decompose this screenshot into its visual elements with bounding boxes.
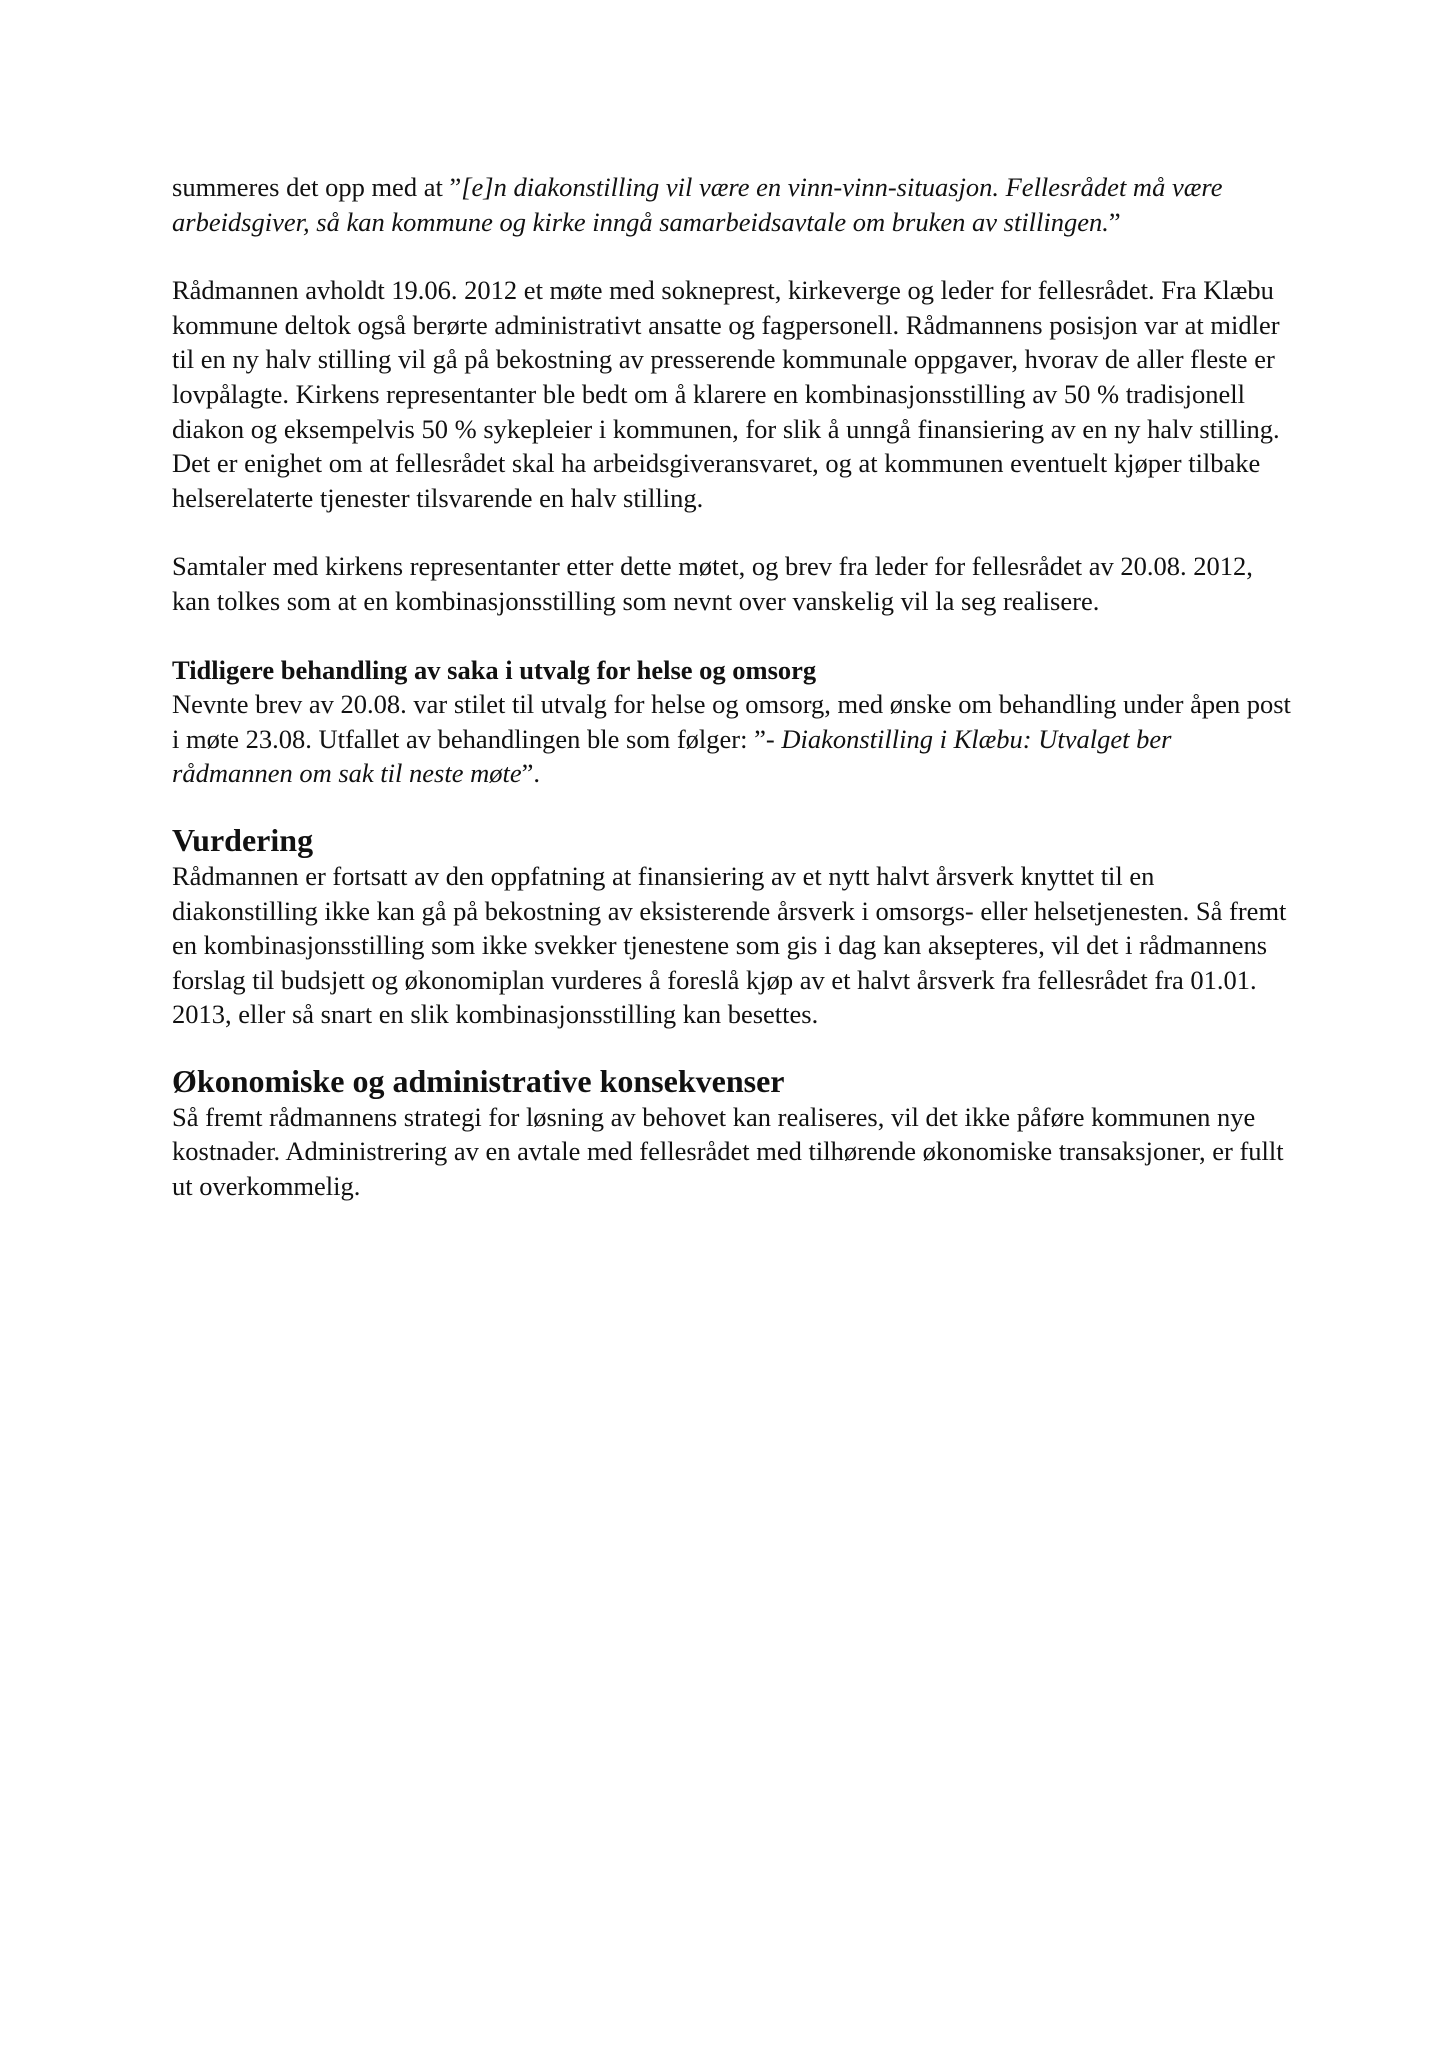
intro-quote: [e]n diakonstilling vil være en vinn-vinn-situasjon. Fellesrådet må være arbeidsgiver, så kan kommune og kirke inngå samarbeidsavtale om bruken av stillingen. xyxy=(172,172,1223,237)
intro-paragraph xyxy=(172,170,1292,239)
earlier-tail: ”. xyxy=(521,758,540,789)
consequences-heading: Økonomiske og administrative konsekvenser xyxy=(172,1062,785,1099)
document-page xyxy=(172,170,1292,1204)
earlier-treatment-paragraph xyxy=(172,687,1292,791)
talks-paragraph: Samtaler med kirkens representanter etter dette møtet, og brev fra leder for fellesrådet av 20.08. 2012, kan tolkes som at en kombinasjonsstilling som nevnt over vanskelig vil la seg realisere. xyxy=(172,551,1253,616)
intro-tail: ” xyxy=(1108,206,1121,237)
meeting-paragraph: Rådmannen avholdt 19.06. 2012 et møte med sokneprest, kirkeverge og leder for fellesrådet. Fra Klæbu kommune deltok også berørte administrativt ansatte og fagpersonell. Rådmannens posisjon var at midler til en ny halv stilling vil gå på bekostning av presserende kommunale oppgaver, hvorav de aller fleste er lovpålagte. Kirkens representanter ble bedt om å klarere en kombinasjonsstilling av 50 % tradisjonell diakon og eksempelvis 50 % sykepleier i kommunen, for slik å unngå finansiering av en ny halv stilling. Det er enighet om at fellesrådet skal ha arbeidsgiveransvaret, og at kommunen eventuelt kjøper tilbake helserelaterte tjenester tilsvarende en halv stilling. xyxy=(172,275,1280,513)
earlier-quote: - Diakonstilling i Klæbu: Utvalget ber rådmannen om sak til neste møte xyxy=(172,723,1172,789)
assessment-heading: Vurdering xyxy=(172,821,314,858)
intro-lead: summeres det opp med at ” xyxy=(172,172,462,202)
assessment-paragraph: Rådmannen er fortsatt av den oppfatning at finansiering av et nytt halvt årsverk knyttet til en diakonstilling ikke kan gå på bekostning av eksisterende årsverk i omsorgs- eller helsetjenesten. Så fremt en kombinasjonsstilling som ikke svekker tjenestene som gis i dag kan aksepteres, vil det i rådmannens forslag til budsjett og økonomiplan vurderes å foreslå kjøp av et halvt årsverk fra fellesrådet fra 01.01. 2013, eller så snart en slik kombinasjonsstilling kan besettes. xyxy=(172,860,1287,1030)
consequences-paragraph: Så fremt rådmannens strategi for løsning av behovet kan realiseres, vil det ikke påføre kommunen nye kostnader. Administrering av en avtale med fellesrådet med tilhørende økonomiske transaksjoner, er fullt ut overkommelig. xyxy=(172,1101,1284,1202)
earlier-lead: Nevnte brev av 20.08. var stilet til utvalg for helse og omsorg, med ønske om behandling under åpen post i møte 23.08. Utfallet av behandlingen ble som følger: ” xyxy=(172,689,1291,754)
earlier-treatment-heading: Tidligere behandling av saka i utvalg for helse og omsorg xyxy=(172,654,817,685)
